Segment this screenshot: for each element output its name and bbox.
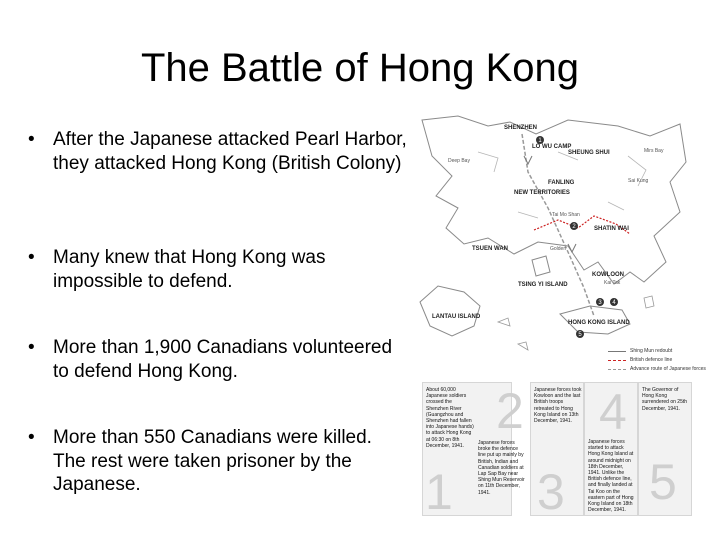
bullet-dot: • <box>28 247 35 268</box>
timeline-number: 2 <box>496 383 524 439</box>
timeline-number: 5 <box>649 454 677 510</box>
timeline-caption: Japanese forces took Kowloon and the last British troops retreated to Hong Kong Island on 13th December, 1941. <box>534 387 582 425</box>
label-lantau: LANTAU ISLAND <box>432 314 481 320</box>
marker-3 <box>596 298 604 306</box>
bullet-item <box>28 246 408 293</box>
map-legend <box>608 348 706 375</box>
label-lo-wu-camp: LO WU CAMP <box>532 144 572 150</box>
bullet-text: Many knew that Hong Kong was impossible to defend. <box>53 247 326 292</box>
tsing-yi-shape <box>532 256 550 276</box>
timeline-strip <box>422 382 692 516</box>
label-kai-tak: Kai Tak <box>604 280 621 286</box>
timeline-number: 1 <box>425 464 453 516</box>
marker-1 <box>536 136 544 144</box>
timeline-panel-2 <box>476 382 530 516</box>
label-sai-kung: Sai Kung <box>628 178 649 184</box>
timeline-caption: Japanese forces started to attack Hong Kong Island at around midnight on 18th December, 1941. Unlike the British defence line, and finally landed at Tai Koo on the eastern part of Hong Kong Island on 18th December, 1941. <box>588 439 634 514</box>
slide-title: The Battle of Hong Kong <box>140 46 580 90</box>
marker-2 <box>570 222 578 230</box>
label-tsing-yi: TSING YI ISLAND <box>518 282 568 288</box>
label-deep-bay: Deep Bay <box>448 158 470 164</box>
legend-label: British defence line <box>630 357 673 363</box>
svg-text:2: 2 <box>572 224 576 230</box>
marker-4 <box>610 298 618 306</box>
label-tsuen-wan: TSUEN WAN <box>472 246 508 252</box>
bullet-text: More than 550 Canadians were killed. The rest were taken prisoner by the Japanese. <box>53 427 372 495</box>
bullet-dot: • <box>28 427 35 448</box>
timeline-caption: Japanese forces broke the defence line put up mainly by British, Indian and Canadian soldiers at Lap Sap Bay near Shing Mun Reservoir on 11th December, 1941. <box>478 440 525 496</box>
timeline-panel-5 <box>638 382 692 516</box>
timeline-number: 3 <box>537 464 565 516</box>
mainland-outline <box>422 116 686 284</box>
label-shenzhen: SHENZHEN <box>504 125 538 131</box>
timeline-panel-4 <box>584 382 638 516</box>
label-sheung-shui: SHEUNG SHUI <box>568 150 610 156</box>
lantau-island <box>420 286 480 336</box>
svg-text:4: 4 <box>612 300 616 306</box>
bullet-dot: • <box>28 129 35 150</box>
legend-item <box>608 357 690 366</box>
svg-text:5: 5 <box>578 332 582 338</box>
map-svg <box>418 112 690 380</box>
label-sha-tin-wai: SHATIN WAI <box>594 226 629 232</box>
legend-item <box>608 348 690 357</box>
legend-item <box>608 366 706 375</box>
label-new-territories: NEW TERRITORIES <box>514 190 570 196</box>
label-hong-kong-island: HONG KONG ISLAND <box>568 320 630 326</box>
timeline-caption: The Governor of Hong Kong surrendered on 25th December, 1941. <box>642 387 688 412</box>
legend-label: Shing Mun redoubt <box>630 348 673 354</box>
label-kowloon: KOWLOON <box>592 272 624 278</box>
legend-label: Advance route of Japanese forces <box>630 366 706 372</box>
timeline-caption: About 60,000 Japanese soldiers crossed the Shenzhen River (Guangzhou and Shenzhen had fallen into Japanese hands) to attack Hong Kong at 06:30 on 8th December, 1941. <box>426 387 474 449</box>
bullet-item <box>28 128 408 175</box>
legend-swatch <box>608 360 626 361</box>
bullet-dot: • <box>28 337 35 358</box>
bullet-text: After the Japanese attacked Pearl Harbor, they attacked Hong Kong (British Colony) <box>53 129 407 174</box>
label-fanling: FANLING <box>548 180 575 186</box>
timeline-number: 4 <box>599 384 627 440</box>
hong-kong-map <box>418 112 690 380</box>
bullet-item <box>28 336 408 383</box>
timeline-panel-3 <box>530 382 584 516</box>
legend-swatch <box>608 351 626 352</box>
bullet-text: More than 1,900 Canadians volunteered to defend Hong Kong. <box>53 337 393 382</box>
label-tai-mo-shan: Tai Mo Shan <box>552 212 580 218</box>
marker-5 <box>576 330 584 338</box>
svg-text:3: 3 <box>598 300 602 306</box>
label-mirs-bay: Mirs Bay <box>644 148 664 154</box>
label-golden: Golden <box>550 246 567 252</box>
svg-text:1: 1 <box>538 138 542 144</box>
bullet-item <box>28 426 408 497</box>
legend-swatch <box>608 369 626 370</box>
